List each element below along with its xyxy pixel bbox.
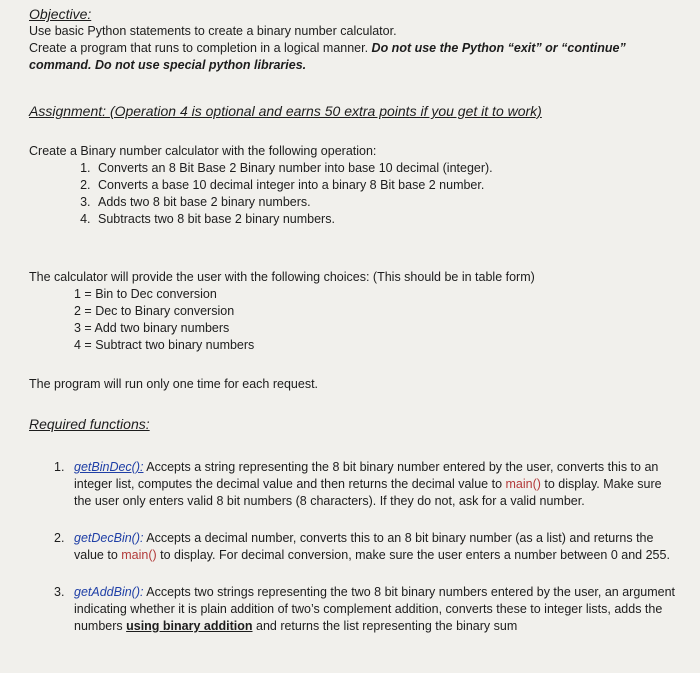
objective-section bbox=[29, 6, 690, 74]
item-number: 3. bbox=[54, 585, 65, 599]
list-item: 3 = Add two binary numbers bbox=[74, 321, 230, 335]
assignment-note: (Operation 4 is optional and earns 50 extra points if you get it to work) bbox=[109, 103, 542, 119]
function-name: getAddBin(): bbox=[74, 585, 144, 599]
list-item: 4 = Subtract two binary numbers bbox=[74, 338, 255, 352]
required-functions-list bbox=[54, 459, 678, 635]
list-item: 4. Subtracts two 8 bit base 2 binary numbers. bbox=[94, 211, 690, 228]
list-item bbox=[54, 459, 678, 510]
objective-line-3: command. Do not use special python libraries. bbox=[29, 58, 307, 72]
objective-line-2-text: Create a program that runs to completion in a logical manner. bbox=[29, 41, 372, 55]
operations-section bbox=[29, 143, 690, 228]
item-text: Accepts a string representing the 8 bit binary number entered by the user, converts this to an integer list, computes the decimal value and then returns the decimal value to bbox=[74, 460, 659, 491]
required-heading bbox=[29, 416, 690, 434]
assignment-label: Assignment: bbox=[29, 103, 110, 119]
item-text: to display. Make sure the user only enters valid 8 bit numbers (8 characters). If they do not, ask for a valid number. bbox=[74, 477, 662, 508]
item-text: Accepts two strings representing the two 8 bit binary numbers entered by the user, an argument indicating whether it is plain addition of two’s complement addition, converts these to integer lists, adds the numbers bbox=[74, 585, 676, 633]
list-item bbox=[54, 584, 678, 635]
emphasis-text: using binary addition bbox=[126, 619, 253, 633]
choices-list bbox=[29, 286, 690, 354]
main-function-ref: main() bbox=[505, 477, 541, 491]
list-item: 1 = Bin to Dec conversion bbox=[74, 287, 217, 301]
function-name: getBinDec(): bbox=[74, 460, 144, 474]
item-text: Accepts a decimal number, converts this to an 8 bit binary number (as a list) and returns the value to bbox=[74, 531, 654, 562]
main-function-ref: main() bbox=[121, 548, 157, 562]
item-number: 1. bbox=[54, 460, 65, 474]
list-item: 2 = Dec to Binary conversion bbox=[74, 304, 235, 318]
item-text: and returns the list representing the binary sum bbox=[252, 619, 518, 633]
operations-list bbox=[29, 160, 690, 228]
list-item: 1. Converts an 8 Bit Base 2 Binary number into base 10 decimal (integer). bbox=[94, 160, 690, 177]
required-functions-heading: Required functions: bbox=[29, 416, 150, 432]
list-item: 2. Converts a base 10 decimal integer into a binary 8 Bit base 2 number. bbox=[94, 177, 690, 194]
choices-section bbox=[29, 269, 690, 354]
list-item: 3. Adds two 8 bit base 2 binary numbers. bbox=[94, 194, 690, 211]
objective-heading: Objective: bbox=[29, 6, 92, 22]
objective-line-2-emphasis: Do not use the Python “exit” or “continue” bbox=[371, 41, 626, 55]
function-name: getDecBin(): bbox=[74, 531, 144, 545]
objective-line-1: Use basic Python statements to create a binary number calculator. bbox=[29, 24, 397, 38]
item-text: to display. For decimal conversion, make sure the user enters a number between 0 and 255. bbox=[156, 548, 670, 562]
item-number: 2. bbox=[54, 531, 65, 545]
operations-intro: Create a Binary number calculator with the following operation: bbox=[29, 144, 377, 158]
run-note: The program will run only one time for each request. bbox=[29, 377, 319, 391]
choices-intro: The calculator will provide the user with the following choices: (This should be in table form) bbox=[29, 270, 535, 284]
objective-line-2 bbox=[29, 40, 690, 57]
list-item bbox=[54, 530, 678, 564]
assignment-heading bbox=[29, 103, 690, 121]
